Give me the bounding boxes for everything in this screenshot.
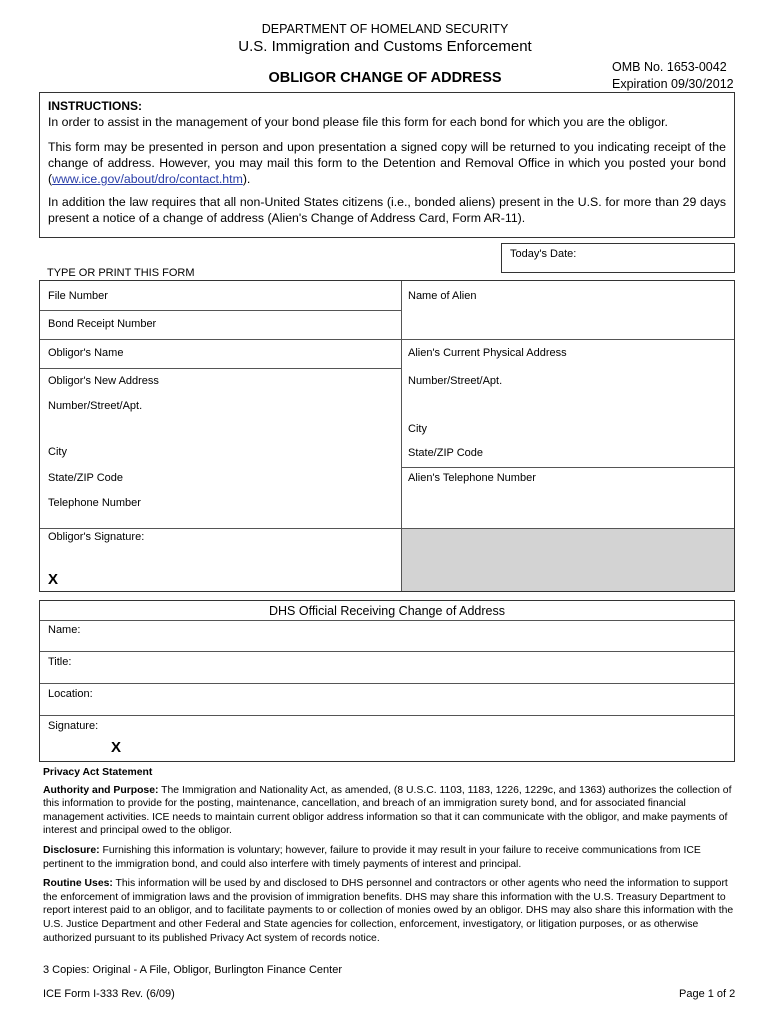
alien-street-field[interactable]: Number/Street/Apt.: [408, 375, 503, 387]
copies-note: 3 Copies: Original - A File, Obligor, Burlington Finance Center: [43, 964, 342, 976]
alien-state-zip-field[interactable]: State/ZIP Code: [408, 447, 484, 459]
alien-telephone-field[interactable]: Alien's Telephone Number: [408, 472, 536, 484]
obligor-signature-field[interactable]: Obligor's Signature:: [48, 531, 145, 543]
dhs-official-title: DHS Official Receiving Change of Address: [269, 604, 505, 618]
privacy-act-section: [43, 766, 737, 945]
privacy-disclosure: Disclosure: Furnishing this information is voluntary; however, failure to provide it may result in your failure to receive communications from ICE pertinent to the immigration bond, and could also interfere with timely payments of interest and principal.: [43, 844, 701, 870]
omb-number: OMB No. 1653-0042: [612, 60, 727, 74]
shaded-area: [402, 529, 734, 591]
dhs-signature-field[interactable]: Signature:: [48, 720, 99, 732]
instructions-heading: INSTRUCTIONS:: [48, 99, 142, 113]
dhs-official-box: [39, 600, 735, 762]
dhs-title-field[interactable]: Title:: [48, 656, 72, 668]
name-of-alien-field[interactable]: Name of Alien: [408, 290, 477, 302]
bond-receipt-number-field[interactable]: Bond Receipt Number: [48, 318, 157, 330]
contact-link[interactable]: www.ice.gov/about/dro/contact.htm: [52, 172, 243, 186]
instructions-paragraph-1: In order to assist in the management of your bond please file this form for each bond for which you are the obligor.: [48, 115, 668, 129]
privacy-heading: Privacy Act Statement: [43, 767, 153, 778]
dhs-name-field[interactable]: Name:: [48, 624, 81, 636]
todays-date-field[interactable]: [501, 243, 735, 273]
instructions-paragraph-3: In addition the law requires that all non-United States citizens (i.e., bonded aliens) present in the U.S. for more than 29 days present a notice of a change of address (Alien's Change of Address Card, Form AR-11).: [48, 195, 726, 225]
signature-x-mark: X: [48, 571, 59, 588]
form-title: OBLIGOR CHANGE OF ADDRESS: [268, 70, 502, 86]
todays-date-label: Today's Date:: [510, 248, 577, 260]
dhs-location-field[interactable]: Location:: [48, 688, 93, 700]
obligor-city-field[interactable]: City: [48, 446, 67, 458]
privacy-authority: Authority and Purpose: The Immigration and Nationality Act, as amended, (8 U.S.C. 1103, 1183, 1226, 1229c, and 1363) authorizes the collection of this information to provide for the posting, maintenance, cancellation, and breach of an immigration surety bond, and for associated financial management activities. ICE needs to maintain current obligor address information so that it can communicate with the obligor, and make payments of interest and principal owed to the obligor.: [43, 784, 732, 837]
instructions-box: [39, 92, 735, 238]
obligor-street-field[interactable]: Number/Street/Apt.: [48, 400, 143, 412]
obligor-new-address-label: Obligor's New Address: [48, 375, 159, 387]
instructions-paragraph-2: This form may be presented in person and upon presentation a signed copy will be returned to you indicating receipt of the change of address. However, you may mail this form to the Detention and Removal Office in which you posted your bond (www.ice.gov/about/dro/contact.htm).: [48, 140, 726, 186]
obligor-state-zip-field[interactable]: State/ZIP Code: [48, 472, 124, 484]
obligor-form-box: [39, 280, 735, 592]
expiration-date: Expiration 09/30/2012: [612, 77, 734, 91]
form-identifier: ICE Form I-333 Rev. (6/09): [43, 988, 175, 1000]
obligor-telephone-field[interactable]: Telephone Number: [48, 497, 141, 509]
department-heading: DEPARTMENT OF HOMELAND SECURITY: [261, 22, 509, 36]
obligor-name-field[interactable]: Obligor's Name: [48, 347, 124, 359]
type-or-print-notice: TYPE OR PRINT THIS FORM: [47, 267, 195, 279]
privacy-routine-uses: Routine Uses: This information will be used by and disclosed to DHS personnel and contractors or other agents who need the information to support the enforcement of immigration laws and the provision of immigration benefits. DHS may share this information with the U.S. Treasury Department to report interest paid to an obligor, and to facilitate payments to or collection of monies owed by an obligor. DHS may also share this information with the U.S. Justice Department and other Federal and State agencies for collection, enforcement, investigatory, or litigation purposes, or as otherwise authorized pursuant to its published Privacy Act system of records notice.: [43, 878, 734, 944]
agency-heading: U.S. Immigration and Customs Enforcement: [238, 38, 532, 55]
alien-current-address-label: Alien's Current Physical Address: [408, 347, 567, 359]
alien-city-field[interactable]: City: [408, 423, 427, 435]
page-number: Page 1 of 2: [679, 988, 736, 1000]
file-number-field[interactable]: File Number: [48, 290, 108, 302]
dhs-signature-x-mark: X: [111, 739, 122, 756]
